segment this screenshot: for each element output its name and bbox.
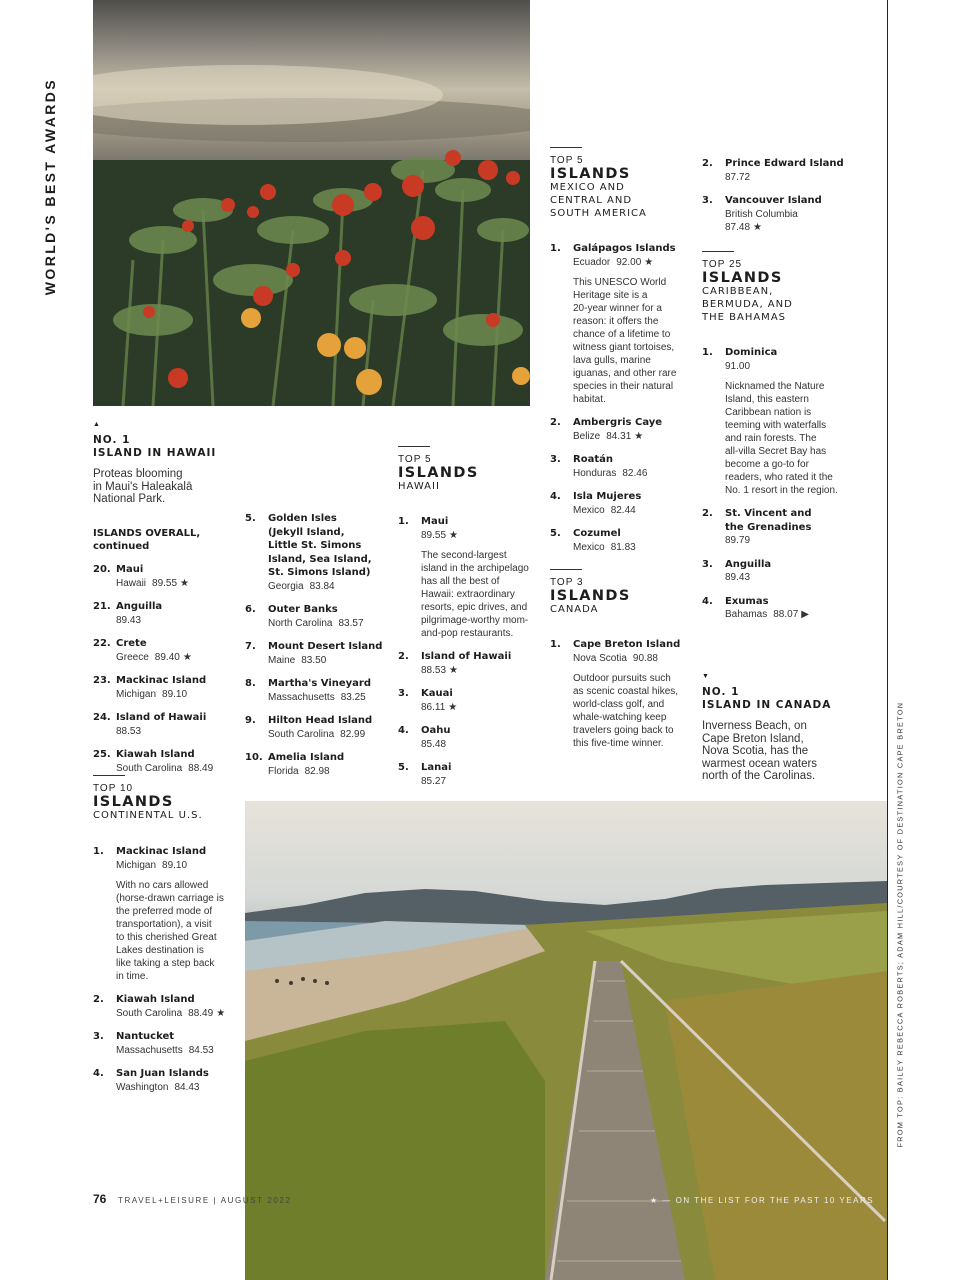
item-meta [573, 652, 700, 665]
item-rank: 4. [702, 595, 713, 607]
overall-list [93, 527, 243, 785]
item-place: Belize [573, 430, 601, 442]
hawaii-heading [398, 446, 548, 493]
item-rank: 1. [93, 846, 104, 857]
item-score: 88.49 [188, 1007, 214, 1019]
item-score: 87.48 [725, 221, 751, 233]
item-rank: 2. [398, 651, 409, 662]
item-rank: 10. [245, 752, 263, 763]
item-score: 86.11 [421, 701, 446, 713]
item-name: Nantucket [116, 1031, 175, 1042]
item-name: Oahu [421, 725, 451, 736]
mexico-heading [550, 147, 700, 220]
list-item [93, 711, 243, 738]
heading-title: ISLANDS [93, 794, 174, 810]
item-name: Ambergris Caye [573, 417, 663, 428]
item-meta [573, 541, 700, 554]
play-arrow-icon: ▶ [801, 609, 809, 620]
item-place: Michigan [116, 688, 157, 700]
item-place: North Carolina [268, 617, 333, 629]
item-place: Mexico [573, 541, 605, 553]
boardwalk-photo [245, 801, 887, 1280]
item-score: 82.44 [610, 504, 636, 516]
item-meta [116, 651, 243, 664]
item-meta [268, 617, 395, 630]
list-item [245, 512, 395, 593]
list-item [245, 751, 395, 778]
continental-list-continued [245, 512, 395, 788]
item-name: Hilton Head Island [268, 715, 373, 726]
star-icon: ★ [634, 430, 644, 442]
list-item [398, 687, 548, 714]
list-item [702, 157, 852, 184]
item-name: Island of Hawaii [116, 712, 207, 723]
canada-list-continued [702, 157, 852, 244]
overall-heading: ISLANDS OVERALL, continued [93, 528, 201, 552]
list-item [245, 714, 395, 741]
item-score: 89.79 [725, 535, 751, 546]
item-score: 83.50 [301, 654, 327, 666]
item-meta [116, 1007, 243, 1020]
list-item [550, 453, 700, 480]
caption-body: Inverness Beach, on Cape Breton Island, Nova Scotia, has the warmest ocean waters north of the Carolinas. [702, 720, 818, 783]
heading-sub: CANADA [550, 604, 599, 615]
item-rank: 3. [93, 1031, 104, 1042]
item-score: 88.07 [773, 609, 799, 620]
item-meta [725, 608, 852, 621]
item-rank: 9. [245, 715, 256, 726]
item-meta [725, 208, 852, 234]
item-score: 83.84 [309, 580, 335, 592]
item-name: Crete [116, 638, 147, 649]
item-rank: 2. [93, 994, 104, 1005]
item-name: Vancouver Island [725, 195, 822, 206]
item-rank: 2. [702, 158, 713, 169]
heading-rule [398, 446, 430, 447]
list-item [702, 595, 852, 622]
item-score: 91.00 [725, 360, 751, 372]
item-name: St. Vincent and the Grenadines [725, 508, 812, 533]
star-icon: ★ [448, 701, 458, 713]
item-name: Cape Breton Island [573, 639, 681, 650]
heading-rule [550, 147, 582, 148]
star-icon: ★ [182, 651, 192, 663]
item-meta [421, 775, 548, 788]
item-meta [573, 256, 700, 269]
heading-title: ISLANDS [398, 465, 479, 481]
item-meta [268, 728, 395, 741]
star-icon: ★ [180, 577, 190, 589]
item-name: Prince Edward Island [725, 158, 844, 169]
continental-heading [93, 775, 243, 822]
list-item [93, 563, 243, 590]
item-place: South Carolina [116, 1007, 183, 1019]
item-place: Hawaii [116, 577, 147, 589]
item-description: Nicknamed the Nature Island, this eastern Caribbean nation is teeming with waterfalls and rain forests. The all-villa Secret Bay has become a go-to for readers, who rated it the No. 1 resort in the region. [725, 380, 838, 496]
item-description: The second-largest island in the archipelago has all the best of Hawaii: extraordinary resorts, epic drives, and pilgrimage-worthy mom- and-pop restaurants. [421, 549, 529, 639]
item-name: Golden Isles (Jekyll Island, Little St. Simons Island, Sea Island, St. Simons Island) [268, 513, 372, 578]
item-score: 87.72 [725, 171, 751, 183]
item-meta [725, 534, 852, 547]
star-icon: ★ [449, 664, 458, 676]
list-item [398, 515, 548, 640]
star-icon: ★ [449, 529, 458, 541]
item-place: Nova Scotia [573, 652, 627, 664]
item-description: With no cars allowed (horse-drawn carriage is the preferred mode of transportation), a visit to this cherished Great Lakes destination is like taking a step back in time. [116, 879, 224, 982]
item-meta [116, 1044, 243, 1057]
item-score: 85.27 [421, 775, 447, 787]
item-meta [573, 467, 700, 480]
item-meta [573, 430, 700, 443]
item-meta [421, 738, 548, 751]
item-meta [116, 614, 243, 627]
caption-body: Proteas blooming in Maui's Haleakalā National Park. [93, 468, 193, 506]
item-place: Honduras [573, 467, 617, 479]
item-score: 88.53 [421, 664, 447, 676]
caption-heading: NO. 1 ISLAND IN HAWAII [93, 434, 217, 459]
item-place: South Carolina [268, 728, 335, 740]
item-name: Mount Desert Island [268, 641, 383, 652]
item-rank: 1. [398, 516, 409, 527]
item-place: Massachusetts [268, 691, 335, 703]
item-rank: 5. [550, 528, 561, 539]
item-rank: 24. [93, 712, 111, 723]
item-place: British Columbia [725, 208, 798, 220]
heading-top: TOP 10 [93, 783, 134, 794]
list-item [93, 993, 243, 1020]
item-score: 84.53 [188, 1044, 214, 1056]
list-item [702, 507, 852, 547]
canada-heading [550, 569, 700, 616]
star-icon: ★ [753, 221, 762, 233]
item-rank: 8. [245, 678, 256, 689]
page-number: 76 [93, 1192, 107, 1206]
item-name: Anguilla [725, 558, 772, 570]
item-place: South Carolina [116, 762, 183, 774]
item-name: Maui [421, 516, 449, 527]
hawaii-list [398, 446, 548, 798]
item-rank: 4. [398, 725, 409, 736]
item-meta [268, 691, 395, 704]
heading-title: ISLANDS [702, 270, 783, 286]
item-name: Lanai [421, 762, 452, 773]
item-score: 88.49 [188, 762, 214, 774]
heading-sub: CONTINENTAL U.S. [93, 810, 203, 821]
heading-sub: HAWAII [398, 481, 440, 492]
list-item [702, 346, 852, 497]
item-score: 82.98 [304, 765, 330, 777]
star-legend: ★ — ON THE LIST FOR THE PAST 10 YEARS [650, 1196, 875, 1205]
item-rank: 3. [702, 195, 713, 206]
item-score: 84.43 [174, 1081, 200, 1093]
item-rank: 1. [550, 243, 561, 254]
list-item [93, 600, 243, 627]
item-rank: 3. [550, 454, 561, 465]
item-score: 89.10 [162, 688, 188, 700]
item-description: Outdoor pursuits such as scenic coastal hikes, world-class golf, and whale-watching keep travelers going back to this five-time winner. [573, 672, 679, 749]
list-item [93, 1030, 243, 1057]
item-name: Dominica [725, 347, 778, 358]
item-name: Cozumel [573, 528, 621, 539]
item-rank: 7. [245, 641, 256, 652]
item-score: 89.40 [154, 651, 180, 663]
protea-photo [93, 0, 530, 406]
list-item [245, 603, 395, 630]
item-rank: 2. [702, 508, 713, 519]
canada-list [550, 569, 700, 760]
item-place: Georgia [268, 580, 304, 592]
item-score: 85.48 [421, 738, 447, 750]
item-rank: 5. [245, 513, 256, 524]
item-meta [268, 654, 395, 667]
item-rank: 25. [93, 749, 111, 760]
list-item [550, 638, 700, 750]
item-place: Washington [116, 1081, 169, 1093]
item-name: Martha's Vineyard [268, 678, 372, 689]
item-score: 84.31 [606, 430, 632, 442]
item-meta [116, 725, 243, 738]
list-item [93, 1067, 243, 1094]
list-item [245, 640, 395, 667]
heading-rule [93, 775, 125, 776]
item-place: Mexico [573, 504, 605, 516]
item-rank: 3. [398, 688, 409, 699]
item-rank: 21. [93, 601, 111, 612]
heading-title: ISLANDS [550, 588, 631, 604]
item-meta [725, 171, 852, 184]
list-item [398, 650, 548, 677]
item-rank: 2. [550, 417, 561, 428]
item-meta [116, 688, 243, 701]
list-item [550, 416, 700, 443]
continental-list [93, 775, 243, 1104]
item-meta [725, 360, 852, 373]
list-item [93, 674, 243, 701]
item-meta [116, 859, 243, 872]
section-tag: WORLD'S BEST AWARDS [42, 78, 58, 296]
item-name: Anguilla [116, 601, 163, 612]
item-place: Florida [268, 765, 299, 777]
item-name: Outer Banks [268, 604, 338, 615]
list-item [93, 845, 243, 983]
item-place: Bahamas [725, 609, 768, 620]
caption-heading: NO. 1 ISLAND IN CANADA [702, 686, 832, 711]
item-score: 89.43 [725, 572, 751, 583]
list-item [398, 761, 548, 788]
item-rank: 22. [93, 638, 111, 649]
item-name: Mackinac Island [116, 675, 207, 686]
caption-up-arrow-icon: ▲ [93, 421, 100, 428]
item-place: Massachusetts [116, 1044, 183, 1056]
star-icon: ★ [644, 256, 654, 268]
item-score: 83.25 [340, 691, 366, 703]
heading-top: TOP 25 [702, 259, 743, 270]
item-name: San Juan Islands [116, 1068, 209, 1079]
item-meta [268, 580, 395, 593]
item-meta [116, 762, 243, 775]
caribbean-list [702, 251, 852, 632]
publication-line: TRAVEL+LEISURE | AUGUST 2022 [118, 1196, 292, 1205]
item-meta [421, 529, 548, 542]
list-item [702, 558, 852, 585]
item-score: 81.83 [610, 541, 636, 553]
item-name: Galápagos Islands [573, 243, 676, 254]
item-place: Ecuador [573, 256, 611, 268]
heading-title: ISLANDS [550, 166, 631, 182]
list-item [702, 194, 852, 234]
item-score: 83.57 [338, 617, 364, 629]
item-score: 89.55 [152, 577, 178, 589]
caribbean-heading [702, 251, 852, 324]
item-score: 88.53 [116, 725, 142, 737]
list-item [550, 527, 700, 554]
item-name: Kiawah Island [116, 749, 195, 760]
item-rank: 23. [93, 675, 111, 686]
item-description: This UNESCO World Heritage site is a 20-year winner for a reason: it offers the chance of a lifetime to witness giant tortoises, lava gulls, marine iguanas, and other rare species in their natural habitat. [573, 276, 677, 405]
list-item [245, 677, 395, 704]
item-name: Amelia Island [268, 752, 345, 763]
photo1-caption [93, 421, 243, 506]
item-meta [116, 577, 243, 590]
item-meta [421, 664, 548, 677]
list-item [93, 748, 243, 775]
item-name: Kauai [421, 688, 453, 699]
list-item [550, 490, 700, 517]
item-rank: 5. [398, 762, 409, 773]
item-score: 89.55 [421, 529, 447, 541]
item-rank: 4. [550, 491, 561, 502]
item-rank: 1. [702, 347, 713, 358]
item-meta [421, 701, 548, 714]
heading-top: TOP 3 [550, 577, 584, 588]
list-item [93, 637, 243, 664]
item-meta [268, 765, 395, 778]
heading-top: TOP 5 [398, 454, 432, 465]
item-name: Maui [116, 564, 144, 575]
list-item [550, 242, 700, 406]
photo-credit: FROM TOP: BAILEY REBECCA ROBERTS; ADAM HILL/COURTESY OF DESTINATION CAPE BRETON [895, 701, 905, 1148]
item-score: 82.99 [340, 728, 366, 740]
item-rank: 4. [93, 1068, 104, 1079]
item-meta [573, 504, 700, 517]
heading-sub: CARIBBEAN, BERMUDA, AND THE BAHAMAS [702, 286, 793, 323]
item-name: Kiawah Island [116, 994, 195, 1005]
page-edge-rule [887, 0, 888, 1280]
photo2-caption [702, 673, 852, 783]
item-name: Island of Hawaii [421, 651, 512, 662]
item-score: 89.43 [116, 614, 142, 626]
item-score: 90.88 [632, 652, 658, 664]
list-item [398, 724, 548, 751]
item-name: Isla Mujeres [573, 491, 642, 502]
heading-top: TOP 5 [550, 155, 584, 166]
mexico-list [550, 147, 700, 564]
item-name: Roatán [573, 454, 613, 465]
item-meta [116, 1081, 243, 1094]
item-rank: 20. [93, 564, 111, 575]
item-name: Mackinac Island [116, 846, 207, 857]
item-score: 82.46 [622, 467, 648, 479]
heading-rule [702, 251, 734, 252]
heading-sub: MEXICO AND CENTRAL AND SOUTH AMERICA [550, 182, 647, 219]
item-place: Maine [268, 654, 296, 666]
item-rank: 1. [550, 639, 561, 650]
star-icon: ★ [216, 1007, 226, 1019]
item-score: 92.00 [616, 256, 642, 268]
item-place: Greece [116, 651, 149, 663]
caption-down-arrow-icon: ▼ [702, 673, 709, 680]
item-score: 89.10 [162, 859, 188, 871]
item-meta [725, 571, 852, 584]
item-rank: 3. [702, 558, 713, 570]
item-name: Exumas [725, 595, 769, 607]
item-place: Michigan [116, 859, 157, 871]
item-rank: 6. [245, 604, 256, 615]
heading-rule [550, 569, 582, 570]
